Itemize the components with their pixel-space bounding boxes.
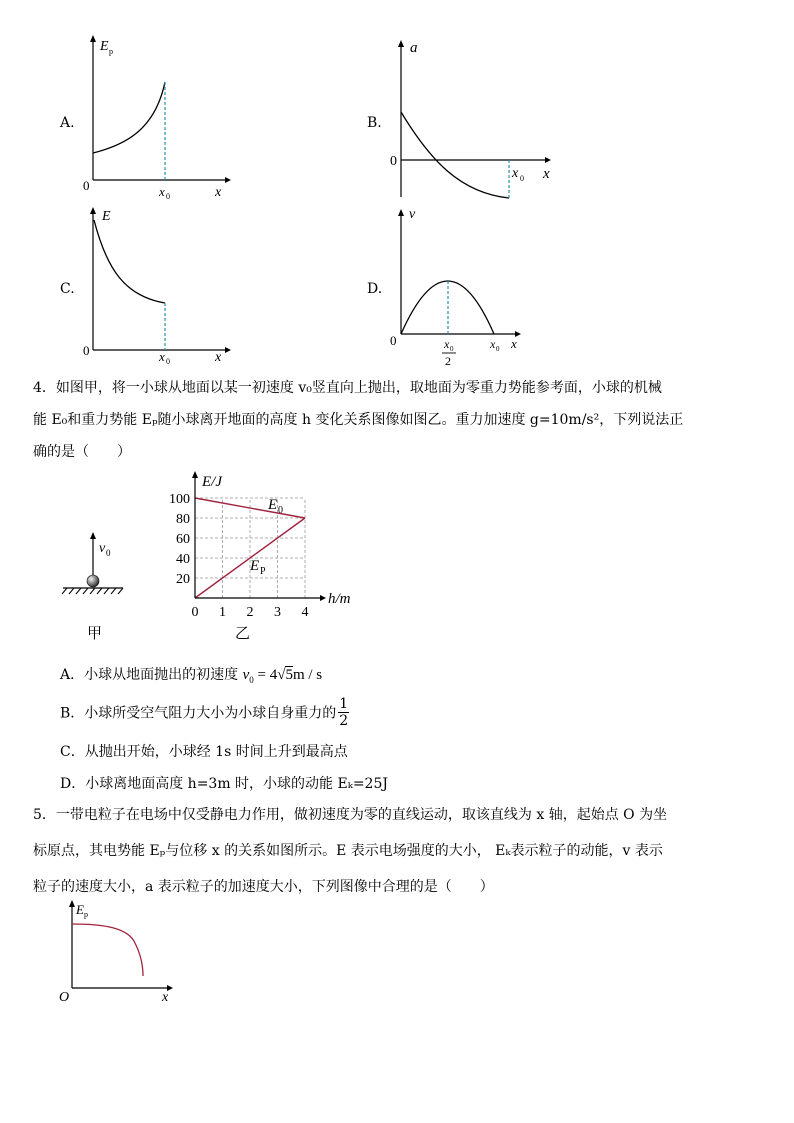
y-label: E: [100, 39, 109, 54]
half-x0-sub: 0: [450, 345, 454, 353]
y-label: v: [409, 207, 416, 222]
y-label: E: [76, 902, 84, 917]
q4-option-c: C．从抛出开始，小球经 1s 时间上升到最高点: [60, 744, 348, 760]
q4-text: [33, 372, 764, 468]
half-x0-label: x: [444, 337, 450, 351]
x0-label: x: [159, 184, 165, 199]
x0-sub: 0: [166, 192, 170, 200]
x-axis-label: h/m: [328, 591, 351, 607]
figure-yi-chart: [165, 470, 365, 645]
x0-sub: 0: [166, 357, 170, 366]
x-axis-label: x: [215, 350, 222, 365]
x-axis-label: x: [162, 990, 169, 1005]
y-tick-label: 60: [176, 532, 190, 547]
x-axis-label: x: [543, 166, 550, 182]
x-tick-label: 3: [274, 605, 281, 620]
origin-label: 0: [83, 178, 90, 193]
e0-series-sub: 0: [278, 505, 283, 516]
v0-label: v: [99, 541, 106, 556]
q4-option-b-fraction: $\frac{1}{2}$: [339, 696, 349, 729]
q5-line-1: 5．一带电粒子在电场中仅受静电力作用，做初速度为零的直线运动，取该直线为 x 轴，起始点 O 为坐: [33, 807, 668, 823]
x0-label: x: [512, 166, 519, 181]
x-axis-label: x: [215, 185, 222, 200]
ep-series-sub: P: [260, 566, 266, 577]
option-b-label: B.: [367, 115, 382, 131]
q4-option-a-text: A．小球从地面抛出的初速度: [60, 667, 243, 683]
y-sub: p: [109, 47, 113, 56]
y-axis-label: E/J: [202, 474, 222, 490]
q4-line-2: 能 E₀和重力势能 Eₚ随小球离开地面的高度 h 变化关系图像如图乙。重力加速度 g=10m/s²，下列说法正: [33, 412, 684, 428]
option-a-graph: [75, 30, 235, 200]
option-c-label: C.: [60, 281, 75, 297]
half-denominator: 2: [445, 354, 451, 368]
option-a-label: A.: [60, 115, 75, 131]
y-tick-label: 100: [169, 492, 190, 507]
x0-label: x: [490, 337, 496, 351]
q5-line-3: 粒子的速度大小，a 表示粒子的加速度大小，下列图像中合理的是（ ）: [33, 879, 494, 895]
q4-option-a: [60, 664, 322, 685]
q5-ep-graph: [55, 897, 185, 1009]
q4-option-a-formula: $v_0 = 4√5m / s$: [242, 667, 323, 685]
q4-option-b-text: B．小球所受空气阻力大小为小球自身重力的: [60, 705, 337, 722]
v0-sub: 0: [106, 548, 111, 558]
x0-label: x: [159, 349, 165, 364]
x-tick-label: 4: [301, 605, 309, 620]
ep-series-label: E: [250, 558, 260, 574]
q5-text: [33, 797, 764, 905]
x-tick-label: 2: [246, 605, 254, 620]
x-tick-label: 1: [219, 605, 226, 620]
x-tick-label: 0: [191, 605, 199, 620]
y-label: a: [410, 40, 418, 56]
option-b-graph: [385, 35, 560, 205]
origin-label: 0: [390, 154, 397, 169]
x-axis-label: x: [511, 336, 517, 351]
origin-label: 0: [83, 343, 90, 358]
y-sub: p: [84, 910, 88, 919]
ball: [87, 575, 99, 587]
figure-jia: [55, 530, 135, 645]
y-label: E: [102, 209, 111, 224]
origin-label: 0: [390, 333, 397, 348]
q5-line-2: 标原点，其电势能 Eₚ与位移 x 的关系如图所示。E 表示电场强度的大小， Eₖ表示粒子的动能，v 表示: [33, 843, 663, 859]
caption-yi: 乙: [235, 626, 251, 642]
q4-option-d: D．小球离地面高度 h=3m 时，小球的动能 Eₖ=25J: [60, 776, 388, 792]
caption-jia: 甲: [87, 626, 103, 642]
y-tick-label: 80: [176, 512, 190, 527]
q4-option-b: [60, 697, 349, 728]
e0-series-label: E: [268, 497, 278, 513]
q4-line-1: 4．如图甲，将一小球从地面以某一初速度 v₀竖直向上抛出，取地面为零重力势能参考面，小球的机械: [33, 380, 662, 396]
y-tick-label: 20: [176, 572, 190, 587]
origin-label: O: [59, 990, 70, 1005]
x0-sub: 0: [520, 174, 524, 183]
q4-line-3: 确的是（ ）: [33, 444, 131, 460]
x0-sub: 0: [496, 345, 500, 353]
option-d-label: D.: [367, 281, 383, 297]
option-d-graph: [385, 200, 535, 370]
y-tick-label: 40: [176, 552, 190, 567]
option-c-graph: [75, 200, 235, 370]
